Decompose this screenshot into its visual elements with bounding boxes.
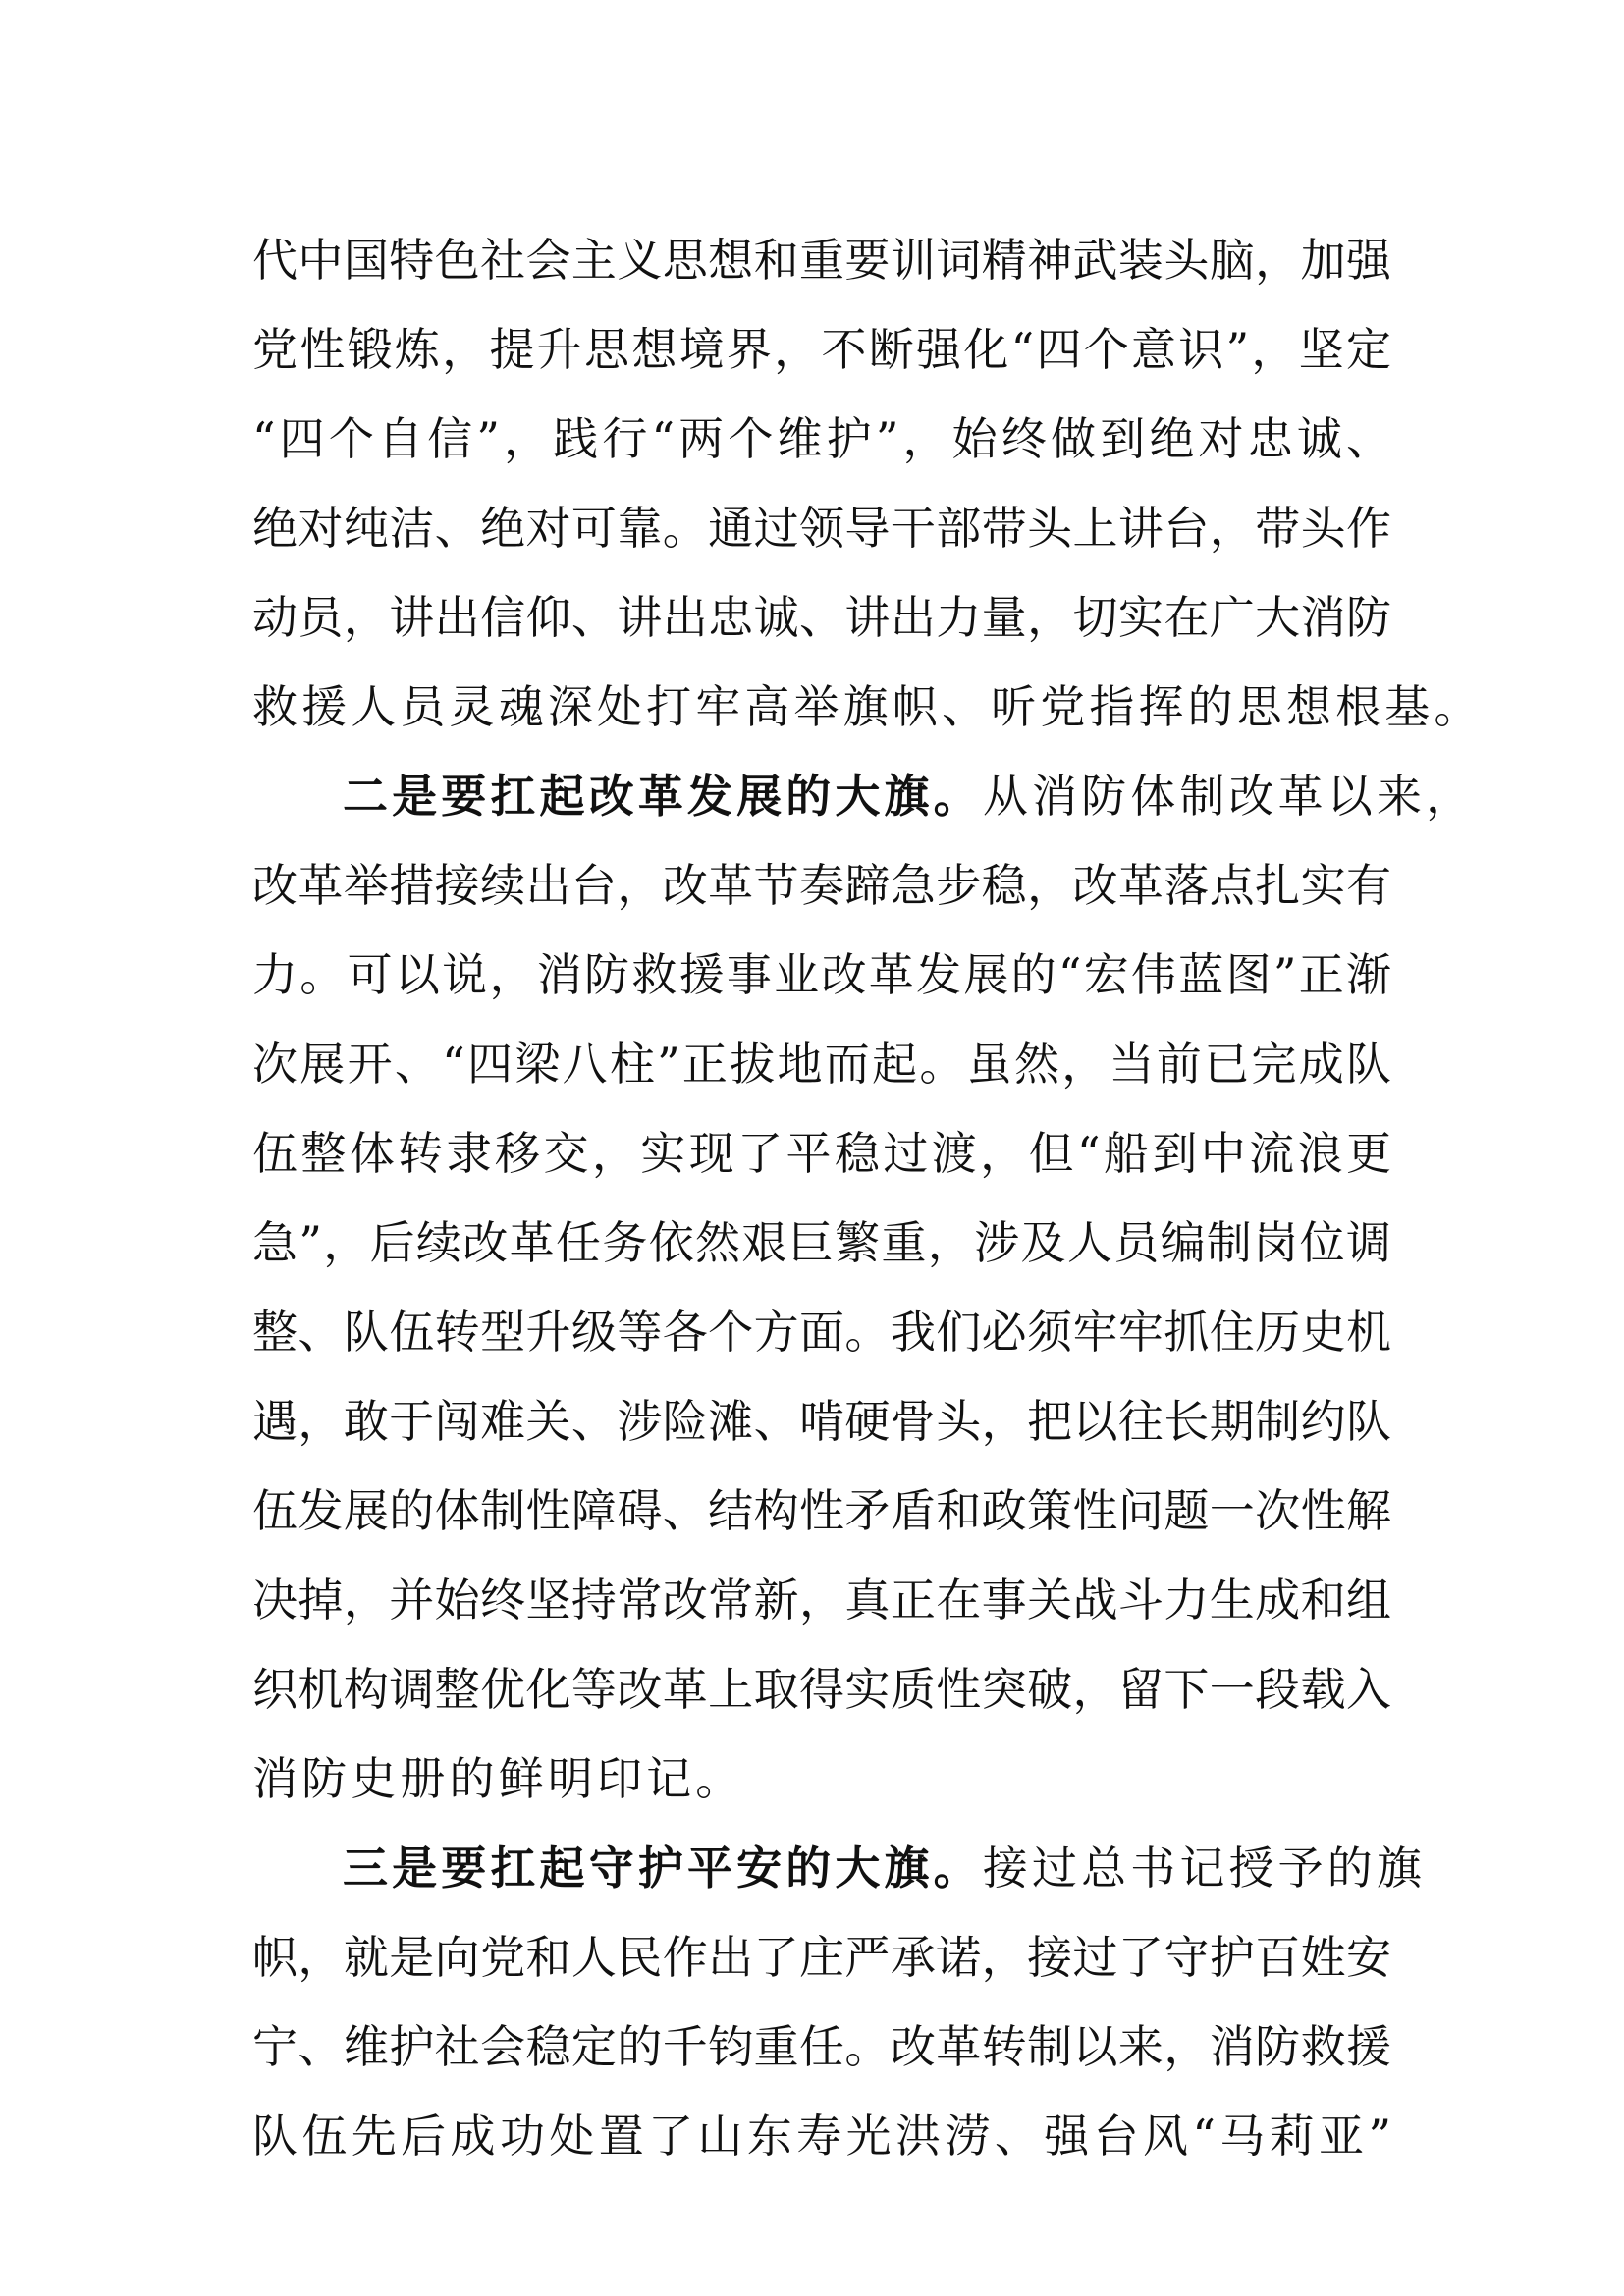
text-line: 整、队伍转型升级等各个方面。我们必须牢牢抓住历史机	[252, 1306, 1391, 1359]
text-line: 决掉，并始终坚持常改常新，真正在事关战斗力生成和组	[252, 1574, 1391, 1627]
text-line: 帜，就是向党和人民作出了庄严承诺，接过了守护百姓安	[252, 1931, 1391, 1984]
text-line: 改革举措接续出台，改革节奏蹄急步稳，改革落点扎实有	[252, 859, 1391, 912]
text-line: 党性锻炼，提升思想境界，不断强化“四个意识”，坚定	[252, 323, 1391, 376]
text-line: 织机构调整优化等改革上取得实质性突破，留下一段载入	[252, 1663, 1391, 1716]
text-line: 遇，敢于闯难关、涉险滩、啃硬骨头，把以往长期制约队	[252, 1395, 1391, 1448]
paragraph-2-first-line	[252, 752, 1476, 841]
text-line: 绝对纯洁、绝对可靠。通过领导干部带头上讲台，带头作	[252, 502, 1391, 555]
paragraph-3-first-line	[252, 1824, 1427, 1913]
text-line: 消防史册的鲜明印记。	[252, 1752, 745, 1805]
body-text	[252, 216, 1484, 2181]
text-line: 伍发展的体制性障碍、结构性矛盾和政策性问题一次性解	[252, 1484, 1391, 1537]
text-line: “四个自信”，践行“两个维护”，始终做到绝对忠诚、	[252, 412, 1391, 465]
paragraph-2-heading: 二是要扛起改革发展的大旗。	[343, 770, 983, 823]
text-line: 次展开、“四梁八柱”正拔地而起。虽然，当前已完成队	[252, 1038, 1391, 1091]
text-line: 急”，后续改革任务依然艰巨繁重，涉及人员编制岗位调	[252, 1216, 1391, 1269]
text-line: 队伍先后成功处置了山东寿光洪涝、强台风“马莉亚”	[252, 2109, 1391, 2163]
text-line: 宁、维护社会稳定的千钧重任。改革转制以来，消防救援	[252, 2020, 1391, 2073]
text-line: 代中国特色社会主义思想和重要训词精神武装头脑，加强	[252, 234, 1391, 287]
paragraph-3-lead: 接过总书记授予的旗	[982, 1842, 1427, 1895]
paragraph-2-lead: 从消防体制改革以来，	[982, 770, 1476, 823]
paragraph-3-heading: 三是要扛起守护平安的大旗。	[343, 1842, 983, 1895]
text-line: 伍整体转隶移交，实现了平稳过渡，但“船到中流浪更	[252, 1127, 1391, 1180]
text-line: 力。可以说，消防救援事业改革发展的“宏伟蓝图”正渐	[252, 948, 1391, 1001]
text-line: 动员，讲出信仰、讲出忠诚、讲出力量，切实在广大消防	[252, 591, 1391, 644]
text-line: 救援人员灵魂深处打牢高举旗帜、听党指挥的思想根基。	[252, 680, 1484, 733]
